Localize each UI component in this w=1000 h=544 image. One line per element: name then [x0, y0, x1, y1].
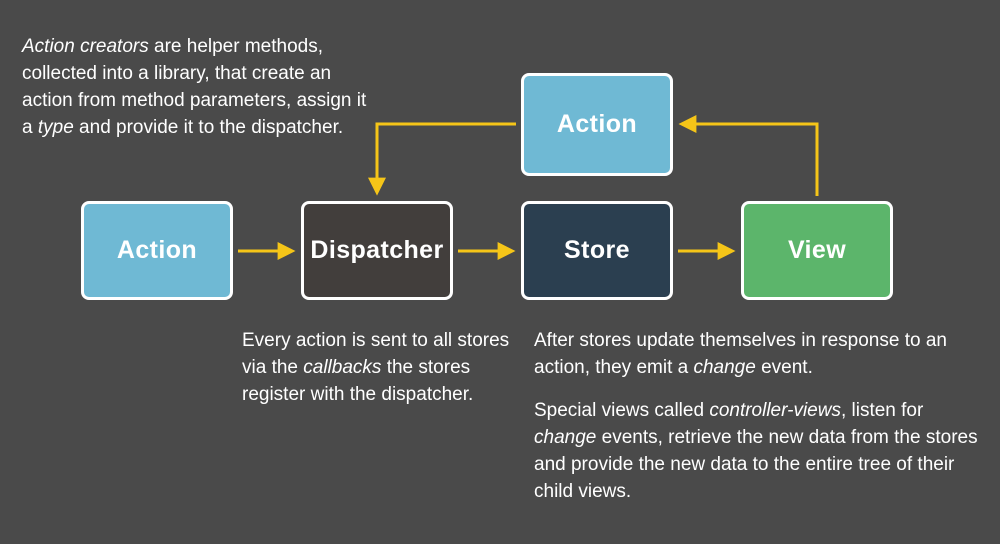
- node-store[interactable]: [521, 201, 673, 300]
- note-store: After stores update themselves in response to an action, they emit a change event.: [534, 330, 947, 378]
- node-dispatcher[interactable]: [301, 201, 453, 300]
- node-label: Action: [556, 110, 638, 138]
- node-action-top[interactable]: [521, 73, 673, 176]
- node-label: Action: [116, 236, 198, 264]
- node-label: View: [787, 236, 847, 264]
- node-label: Store: [564, 236, 630, 264]
- node-view[interactable]: [741, 201, 893, 300]
- node-action-left[interactable]: [81, 201, 233, 300]
- note-dispatcher: Every action is sent to all stores via the callbacks the stores register with the dispatcher.: [242, 330, 510, 405]
- arrow-view-to-action-top: [682, 124, 817, 196]
- note-views: Special views called controller-views, listen for change events, retrieve the new data from the stores and provide the new data to the entire tree of their child views.: [534, 400, 978, 502]
- note-action-creators: Action creators are helper methods, collected into a library, that create an action from method parameters, assign it a type and provide it to the dispatcher.: [22, 36, 367, 138]
- arrow-action-top-to-dispatcher: [377, 124, 516, 192]
- node-label: Dispatcher: [310, 236, 444, 264]
